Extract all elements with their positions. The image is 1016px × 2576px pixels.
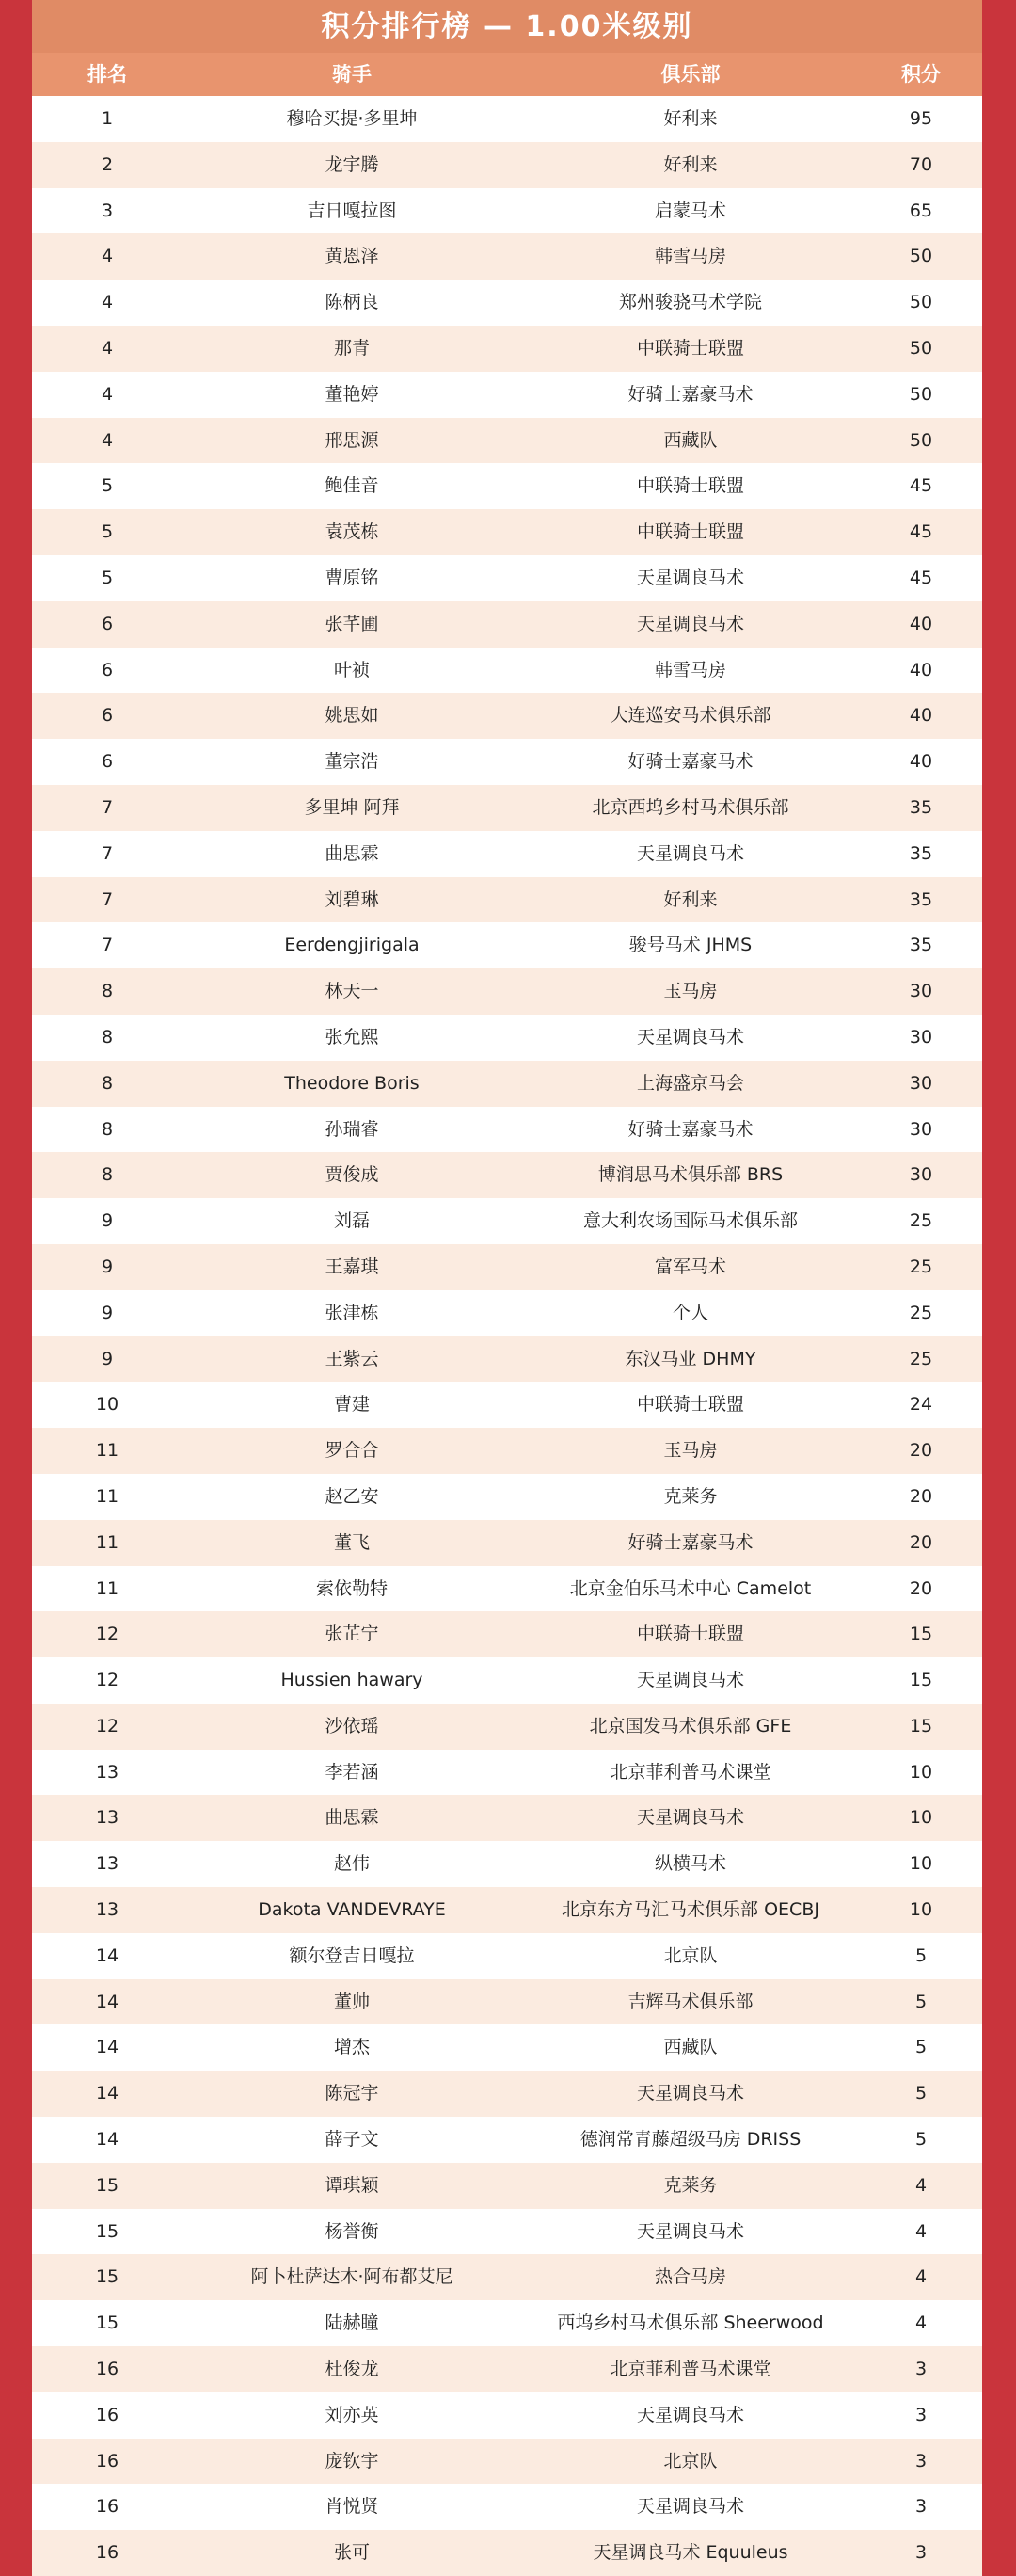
club-cell: 中联骑士联盟 <box>636 337 744 359</box>
table-row <box>32 326 982 372</box>
score-cell: 5 <box>914 2129 928 2151</box>
table-row <box>32 1198 982 1244</box>
table-row <box>32 188 982 234</box>
rider-cell: 陈柄良 <box>325 292 379 313</box>
score-cell: 30 <box>909 1026 933 1048</box>
score-cell: 40 <box>909 751 933 773</box>
rank-cell: 4 <box>101 383 114 405</box>
rank-cell: 6 <box>101 751 114 773</box>
club-cell: 玉马房 <box>663 1440 718 1462</box>
table-row <box>32 233 982 280</box>
score-cell: 5 <box>914 1991 928 2012</box>
score-cell: 15 <box>909 1624 933 1645</box>
table-row <box>32 96 982 142</box>
table-row <box>32 1566 982 1612</box>
table-row <box>32 922 982 968</box>
rank-cell: 12 <box>95 1715 119 1736</box>
rank-cell: 9 <box>101 1302 114 1323</box>
table-row <box>32 1795 982 1841</box>
rank-cell: 13 <box>95 1807 119 1829</box>
rank-cell: 7 <box>101 842 114 864</box>
score-cell: 25 <box>909 1210 933 1232</box>
rider-cell: 肖悦贤 <box>325 2496 379 2518</box>
club-cell: 天星调良马术 <box>636 613 744 634</box>
table-row <box>32 1336 982 1383</box>
club-cell: 好骑士嘉豪马术 <box>627 1531 754 1553</box>
table-row <box>32 1290 982 1336</box>
rider-cell: 刘磊 <box>333 1210 370 1232</box>
header-rider: 骑手 <box>332 63 372 86</box>
rank-cell: 12 <box>95 1670 119 1691</box>
rider-cell: 刘碧琳 <box>325 888 379 910</box>
rider-cell: 多里坤 阿拜 <box>304 796 400 818</box>
rank-cell: 5 <box>101 475 114 497</box>
rank-cell: 4 <box>101 429 114 451</box>
club-cell: 天星调良马术 <box>636 567 744 588</box>
table-row <box>32 1152 982 1198</box>
club-cell: 韩雪马房 <box>654 659 726 680</box>
club-cell: 北京菲利普马术课堂 <box>610 1761 771 1783</box>
score-cell: 50 <box>909 292 933 313</box>
rider-cell: 贾俊成 <box>325 1164 379 1186</box>
rider-cell: 吉日嘎拉图 <box>307 200 397 221</box>
score-cell: 20 <box>909 1531 933 1553</box>
table-row <box>32 509 982 555</box>
rank-cell: 8 <box>101 1164 114 1186</box>
club-cell: 热合马房 <box>654 2266 726 2288</box>
rider-cell: 沙依瑶 <box>325 1715 379 1736</box>
rider-cell: 曹建 <box>333 1394 370 1416</box>
rider-cell: Theodore Boris <box>284 1072 420 1094</box>
rank-cell: 1 <box>101 108 114 129</box>
rider-cell: 杜俊龙 <box>325 2359 379 2380</box>
table-row <box>32 1382 982 1428</box>
score-cell: 25 <box>909 1348 933 1369</box>
rider-cell: 罗合合 <box>325 1440 379 1462</box>
table-row <box>32 2024 982 2071</box>
score-cell: 70 <box>909 153 933 175</box>
club-cell: 北京西坞乡村马术俱乐部 <box>592 796 789 818</box>
club-cell: 德润常青藤超级马房 DRISS <box>579 2129 802 2151</box>
score-cell: 45 <box>909 521 933 543</box>
club-cell: 天星调良马术 <box>636 1670 744 1691</box>
rider-cell: 张允熙 <box>325 1026 379 1048</box>
score-cell: 50 <box>909 246 933 267</box>
club-cell: 富军马术 <box>654 1256 726 1277</box>
table-row <box>32 463 982 509</box>
table-row <box>32 142 982 188</box>
club-cell: 天星调良马术 <box>636 2404 744 2425</box>
table-row <box>32 2300 982 2346</box>
club-cell: 北京金伯乐马术中心 Camelot <box>569 1577 812 1599</box>
club-cell: 西藏队 <box>663 429 718 451</box>
rank-cell: 14 <box>95 2129 119 2151</box>
score-cell: 24 <box>909 1394 933 1416</box>
table-row <box>32 2439 982 2485</box>
rider-cell: 张津栋 <box>325 1302 379 1323</box>
rider-cell: 林天一 <box>325 981 379 1002</box>
table-row <box>32 1841 982 1887</box>
table-row <box>32 1704 982 1750</box>
club-cell: 好骑士嘉豪马术 <box>627 751 754 773</box>
rank-cell: 13 <box>95 1853 119 1875</box>
rank-cell: 5 <box>101 521 114 543</box>
rank-cell: 13 <box>95 1899 119 1921</box>
rider-cell: 杨誉衡 <box>325 2220 379 2242</box>
rank-cell: 12 <box>95 1624 119 1645</box>
rank-cell: 8 <box>101 1118 114 1140</box>
rank-cell: 7 <box>101 796 114 818</box>
rider-cell: 董艳婷 <box>325 383 379 405</box>
rider-cell: 张芷宁 <box>325 1624 379 1645</box>
rider-cell: 王紫云 <box>325 1348 379 1369</box>
table-row <box>32 280 982 326</box>
club-cell: 天星调良马术 <box>636 2220 744 2242</box>
rank-cell: 14 <box>95 2037 119 2058</box>
club-cell: 天星调良马术 <box>636 1807 744 1829</box>
rank-cell: 11 <box>95 1531 119 1553</box>
rider-cell: 曲思霖 <box>325 842 379 864</box>
table-row <box>32 1428 982 1474</box>
rank-cell: 13 <box>95 1761 119 1783</box>
rank-cell: 7 <box>101 888 114 910</box>
club-cell: 北京国发马术俱乐部 GFE <box>589 1715 792 1736</box>
club-cell: 克莱务 <box>663 1485 718 1507</box>
table-row <box>32 2163 982 2209</box>
club-cell: 克莱务 <box>663 2174 718 2196</box>
rank-cell: 16 <box>95 2496 119 2518</box>
club-cell: 吉辉马术俱乐部 <box>627 1991 754 2012</box>
club-cell: 天星调良马术 <box>636 2496 744 2518</box>
rank-cell: 16 <box>95 2450 119 2472</box>
score-cell: 65 <box>909 200 933 221</box>
score-cell: 4 <box>914 2312 928 2334</box>
rank-cell: 11 <box>95 1440 119 1462</box>
club-cell: 中联骑士联盟 <box>636 521 744 543</box>
rider-cell: 刘亦英 <box>325 2404 379 2425</box>
table-row <box>32 1520 982 1566</box>
table-row <box>32 1107 982 1153</box>
rank-cell: 14 <box>95 1991 119 2012</box>
score-cell: 40 <box>909 705 933 727</box>
score-cell: 3 <box>914 2450 928 2472</box>
header-score: 积分 <box>901 63 941 86</box>
table-row <box>32 1750 982 1796</box>
club-cell: 玉马房 <box>663 981 718 1002</box>
rider-cell: 阿卜杜萨达木·阿布都艾尼 <box>250 2266 453 2288</box>
rider-cell: 王嘉琪 <box>325 1256 379 1277</box>
club-cell: 纵横马术 <box>654 1853 726 1875</box>
rider-cell: 那青 <box>333 337 370 359</box>
rank-cell: 15 <box>95 2174 119 2196</box>
rider-cell: 额尔登吉日嘎拉 <box>289 1944 415 1966</box>
score-cell: 40 <box>909 613 933 634</box>
rank-cell: 16 <box>95 2359 119 2380</box>
table-row <box>32 1657 982 1704</box>
score-cell: 45 <box>909 567 933 588</box>
score-cell: 25 <box>909 1302 933 1323</box>
rank-cell: 16 <box>95 2404 119 2425</box>
rank-cell: 15 <box>95 2312 119 2334</box>
rank-cell: 6 <box>101 659 114 680</box>
rank-cell: 6 <box>101 705 114 727</box>
table-row <box>32 2254 982 2300</box>
ranking-panel <box>32 0 982 2571</box>
rank-cell: 11 <box>95 1485 119 1507</box>
score-cell: 4 <box>914 2266 928 2288</box>
club-cell: 个人 <box>672 1302 708 1323</box>
score-cell: 3 <box>914 2404 928 2425</box>
rank-cell: 8 <box>101 1072 114 1094</box>
rider-cell: 增杰 <box>333 2037 370 2058</box>
rider-cell: 孙瑞睿 <box>325 1118 379 1140</box>
score-cell: 30 <box>909 981 933 1002</box>
rank-cell: 4 <box>101 292 114 313</box>
club-cell: 北京队 <box>663 2450 718 2472</box>
rank-cell: 2 <box>101 153 114 175</box>
table-row <box>32 1061 982 1107</box>
rider-cell: 谭琪颖 <box>325 2174 379 2196</box>
rider-cell: 叶祯 <box>333 659 370 680</box>
club-cell: 天星调良马术 <box>636 1026 744 1048</box>
club-cell: 好利来 <box>663 888 718 910</box>
rank-cell: 8 <box>101 981 114 1002</box>
page-title: 积分排行榜 — 1.00米级别 <box>32 0 982 53</box>
score-cell: 10 <box>909 1899 933 1921</box>
club-cell: 北京菲利普马术课堂 <box>610 2359 771 2380</box>
rider-cell: 张芊圃 <box>325 613 379 634</box>
rider-cell: 索依勒特 <box>315 1577 388 1599</box>
rider-cell: 鲍佳音 <box>325 475 379 497</box>
club-cell: 北京队 <box>663 1944 718 1966</box>
rider-cell: 袁茂栋 <box>325 521 379 543</box>
score-cell: 50 <box>909 337 933 359</box>
rank-cell: 4 <box>101 246 114 267</box>
rider-cell: 黄恩泽 <box>325 246 379 267</box>
rank-cell: 9 <box>101 1256 114 1277</box>
score-cell: 50 <box>909 383 933 405</box>
table-row <box>32 2392 982 2439</box>
score-cell: 35 <box>909 888 933 910</box>
table-row <box>32 831 982 877</box>
table-row <box>32 739 982 785</box>
table-row <box>32 877 982 923</box>
rank-cell: 8 <box>101 1026 114 1048</box>
club-cell: 西藏队 <box>663 2037 718 2058</box>
table-row <box>32 1474 982 1520</box>
table-row <box>32 1015 982 1061</box>
rank-cell: 11 <box>95 1577 119 1599</box>
club-cell: 启蒙马术 <box>654 200 726 221</box>
rank-cell: 10 <box>95 1394 119 1416</box>
rank-cell: 9 <box>101 1210 114 1232</box>
score-cell: 20 <box>909 1440 933 1462</box>
score-cell: 30 <box>909 1072 933 1094</box>
rider-cell: 陈冠宇 <box>325 2083 379 2104</box>
club-cell: 上海盛京马会 <box>636 1072 744 1094</box>
score-cell: 35 <box>909 796 933 818</box>
rank-cell: 5 <box>101 567 114 588</box>
club-cell: 中联骑士联盟 <box>636 475 744 497</box>
rider-cell: 邢思源 <box>325 429 379 451</box>
table-header <box>32 53 982 96</box>
club-cell: 郑州骏骁马术学院 <box>618 292 762 313</box>
club-cell: 中联骑士联盟 <box>636 1624 744 1645</box>
rank-cell: 15 <box>95 2220 119 2242</box>
club-cell: 博润思马术俱乐部 BRS <box>597 1164 784 1186</box>
score-cell: 3 <box>914 2496 928 2518</box>
score-cell: 30 <box>909 1164 933 1186</box>
table-row <box>32 2346 982 2392</box>
table-row <box>32 785 982 831</box>
rank-cell: 9 <box>101 1348 114 1369</box>
rider-cell: 陆赫瞳 <box>325 2312 379 2334</box>
table-row <box>32 2071 982 2117</box>
rider-cell: 曹原铭 <box>325 567 379 588</box>
club-cell: 中联骑士联盟 <box>636 1394 744 1416</box>
table-row <box>32 418 982 464</box>
rider-cell: Hussien hawary <box>280 1670 423 1691</box>
rider-cell: 董宗浩 <box>325 751 379 773</box>
header-club: 俱乐部 <box>660 63 721 86</box>
score-cell: 40 <box>909 659 933 680</box>
rider-cell: 曲思霖 <box>325 1807 379 1829</box>
club-cell: 天星调良马术 <box>636 2083 744 2104</box>
table-row <box>32 1611 982 1657</box>
score-cell: 45 <box>909 475 933 497</box>
rank-cell: 15 <box>95 2266 119 2288</box>
score-cell: 10 <box>909 1853 933 1875</box>
table-row <box>32 1244 982 1290</box>
score-cell: 5 <box>914 2083 928 2104</box>
rider-cell: 穆哈买提·多里坤 <box>286 108 418 129</box>
score-cell: 25 <box>909 1256 933 1277</box>
rank-cell: 7 <box>101 935 114 956</box>
rank-cell: 6 <box>101 613 114 634</box>
score-cell: 35 <box>909 842 933 864</box>
rider-cell: 董帅 <box>333 1991 370 2012</box>
rider-cell: 赵乙安 <box>325 1485 379 1507</box>
club-cell: 韩雪马房 <box>654 246 726 267</box>
score-cell: 50 <box>909 429 933 451</box>
rank-cell: 16 <box>95 2542 119 2564</box>
score-cell: 20 <box>909 1485 933 1507</box>
table-row <box>32 2117 982 2163</box>
ranking-table-body <box>32 96 982 2576</box>
club-cell: 好利来 <box>663 108 718 129</box>
table-row <box>32 2209 982 2255</box>
table-row <box>32 2530 982 2576</box>
score-cell: 95 <box>909 108 933 129</box>
rider-cell: Dakota VANDEVRAYE <box>258 1899 446 1921</box>
rank-cell: 4 <box>101 337 114 359</box>
rider-cell: 姚思如 <box>325 705 379 727</box>
club-cell: 骏号马术 JHMS <box>628 935 753 956</box>
score-cell: 10 <box>909 1761 933 1783</box>
score-cell: 5 <box>914 1944 928 1966</box>
rank-cell: 3 <box>101 200 114 221</box>
rider-cell: 董飞 <box>333 1531 370 1553</box>
score-cell: 20 <box>909 1577 933 1599</box>
score-cell: 35 <box>909 935 933 956</box>
score-cell: 30 <box>909 1118 933 1140</box>
rider-cell: 张可 <box>333 2542 370 2564</box>
score-cell: 3 <box>914 2542 928 2564</box>
club-cell: 大连巡安马术俱乐部 <box>610 705 771 727</box>
club-cell: 北京东方马汇马术俱乐部 OECBJ <box>562 1899 819 1921</box>
club-cell: 好骑士嘉豪马术 <box>627 1118 754 1140</box>
club-cell: 西坞乡村马术俱乐部 Sheerwood <box>557 2312 824 2334</box>
score-cell: 4 <box>914 2220 928 2242</box>
table-row <box>32 1933 982 1979</box>
header-rank: 排名 <box>87 63 127 86</box>
rider-cell: 龙宇腾 <box>325 153 379 175</box>
rider-cell: Eerdengjirigala <box>284 935 420 956</box>
rider-cell: 李若涵 <box>325 1761 379 1783</box>
score-cell: 5 <box>914 2037 928 2058</box>
table-row <box>32 555 982 601</box>
table-row <box>32 1887 982 1933</box>
table-row <box>32 968 982 1015</box>
table-row <box>32 2484 982 2530</box>
table-row <box>32 372 982 418</box>
table-row <box>32 693 982 739</box>
score-cell: 15 <box>909 1715 933 1736</box>
score-cell: 3 <box>914 2359 928 2380</box>
table-row <box>32 601 982 648</box>
rider-cell: 赵伟 <box>333 1853 370 1875</box>
club-cell: 天星调良马术 Equuleus <box>593 2542 788 2564</box>
club-cell: 好骑士嘉豪马术 <box>627 383 754 405</box>
club-cell: 意大利农场国际马术俱乐部 <box>582 1210 798 1232</box>
club-cell: 东汉马业 DHMY <box>625 1348 756 1369</box>
rank-cell: 14 <box>95 1944 119 1966</box>
club-cell: 好利来 <box>663 153 718 175</box>
score-cell: 15 <box>909 1670 933 1691</box>
rider-cell: 庞钦宇 <box>325 2450 379 2472</box>
rank-cell: 14 <box>95 2083 119 2104</box>
club-cell: 天星调良马术 <box>636 842 744 864</box>
rider-cell: 薛子文 <box>325 2129 379 2151</box>
score-cell: 10 <box>909 1807 933 1829</box>
table-row <box>32 648 982 694</box>
score-cell: 4 <box>914 2174 928 2196</box>
table-row <box>32 1979 982 2025</box>
